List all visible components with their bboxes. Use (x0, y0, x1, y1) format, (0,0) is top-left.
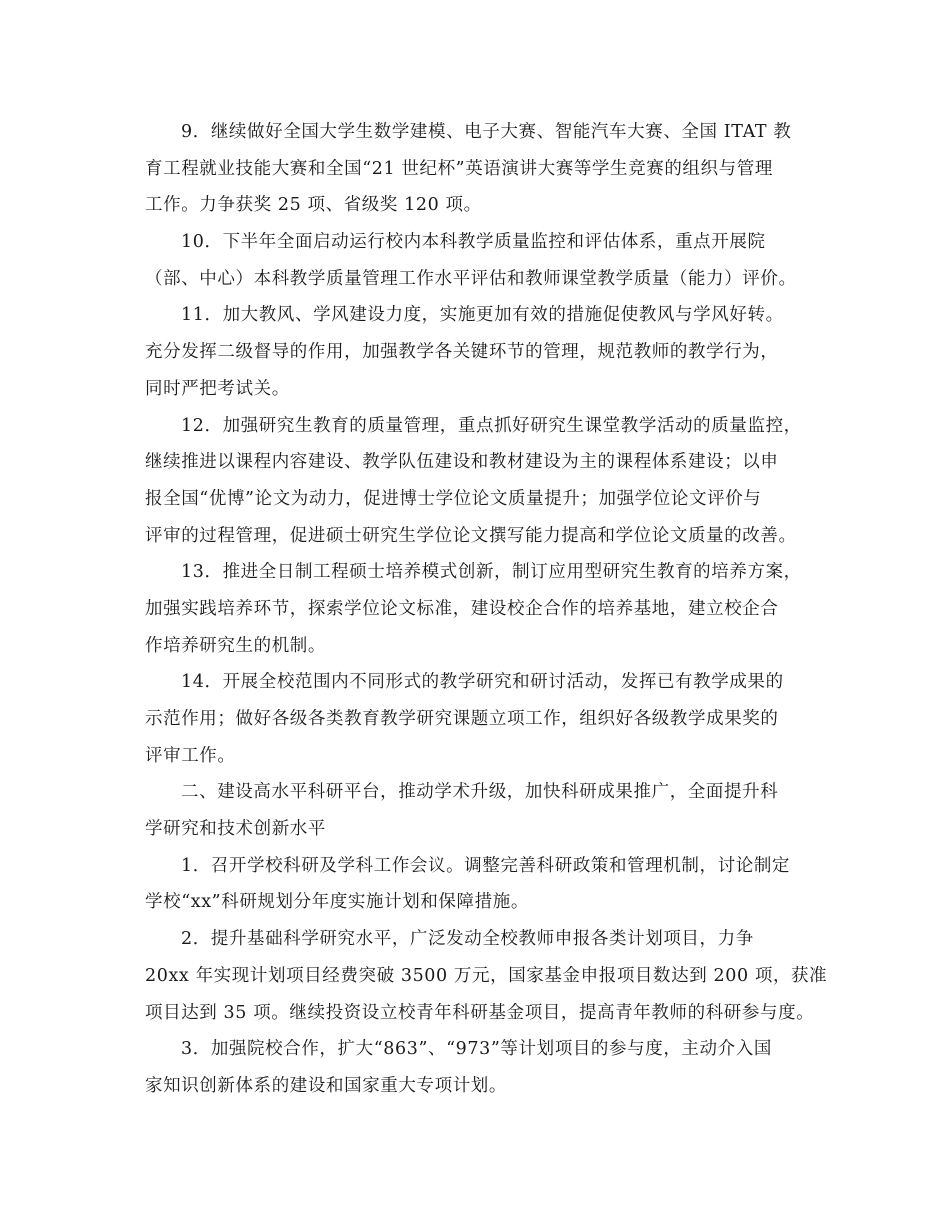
paragraph-item-s2-3 (145, 1031, 810, 1104)
text-line: 20xx 年实现计划项目经费突破 3500 万元，国家基金申报项目数达到 200 项，获准 (145, 965, 828, 986)
document-body (145, 114, 828, 1105)
text-line: 1．召开学校科研及学科工作会议。调整完善科研政策和管理机制，讨论制定 (181, 855, 791, 876)
paragraph-item-s2-1 (145, 848, 810, 921)
text-line: 工作。力争获奖 25 项、省级奖 120 项。 (145, 195, 482, 216)
text-line: 育工程就业技能大赛和全国“21 世纪杯”英语演讲大赛等学生竞赛的组织与管理 (145, 158, 773, 179)
text-line: 家知识创新体系的建设和国家重大专项计划。 (145, 1075, 507, 1096)
text-line: 同时严把考试关。 (145, 378, 290, 399)
paragraph-item-10 (145, 224, 810, 297)
paragraph-item-13 (145, 554, 810, 664)
paragraph-item-14 (145, 664, 810, 774)
text-line: 报全国“优博”论文为动力，促进博士学位论文质量提升；加强学位论文评价与 (145, 488, 762, 509)
text-line: 示范作用；做好各级各类教育教学研究课题立项工作，组织好各级教学成果奖的 (145, 709, 779, 729)
paragraph-item-s2-2 (145, 921, 828, 1031)
text-line: 13．推进全日制工程硕士培养模式创新，制订应用型研究生教育的培养方案， (181, 562, 802, 583)
text-line: 9．继续做好全国大学生数学建模、电子大赛、智能汽车大赛、全国 ITAT 教 (181, 122, 792, 142)
text-line: 2．提升基础科学研究水平，广泛发动全校教师申报各类计划项目，力争 (181, 929, 754, 950)
text-line: 12．加强研究生教育的质量管理，重点抓好研究生课堂教学活动的质量监控， (181, 415, 802, 436)
text-line: 学校“xx”科研规划分年度实施计划和保障措施。 (145, 892, 529, 913)
text-line: 14．开展全校范围内不同形式的教学研究和研讨活动，发挥已有教学成果的 (181, 672, 784, 693)
section-heading-2 (145, 774, 810, 847)
text-line: 评审工作。 (145, 745, 236, 766)
text-line: 项目达到 35 项。继续投资设立校青年科研基金项目，提高青年教师的科研参与度。 (145, 1002, 815, 1023)
text-line: 评审的过程管理，促进硕士研究生学位论文撰写能力提高和学位论文质量的改善。 (145, 525, 797, 546)
text-line: 3．加强院校合作，扩大“863”、“973”等计划项目的参与度，主动介入国 (181, 1039, 772, 1060)
paragraph-item-11 (145, 297, 810, 407)
text-line: 加强实践培养环节，探索学位论文标准，建设校企合作的培养基地，建立校企合 (145, 598, 779, 619)
text-line: 学研究和技术创新水平 (145, 819, 326, 840)
text-line: 继续推进以课程内容建设、教学队伍建设和教材建设为主的课程体系建设；以申 (145, 452, 779, 473)
text-line: 11．加大教风、学风建设力度，实施更加有效的措施促使教风与学风好转。 (181, 305, 784, 326)
text-line: 10．下半年全面启动运行校内本科教学质量监控和评估体系，重点开展院 (181, 232, 766, 253)
text-line: （部、中心）本科教学质量管理工作水平评估和教师课堂教学质量（能力）评价。 (145, 268, 797, 289)
paragraph-item-12 (145, 408, 810, 555)
text-line: 作培养研究生的机制。 (145, 635, 326, 656)
text-line: 二、建设高水平科研平台，推动学术升级，加快科研成果推广，全面提升科 (181, 782, 779, 803)
text-line: 充分发挥二级督导的作用，加强教学各关键环节的管理，规范教师的教学行为， (145, 342, 779, 363)
paragraph-item-9 (145, 114, 810, 224)
